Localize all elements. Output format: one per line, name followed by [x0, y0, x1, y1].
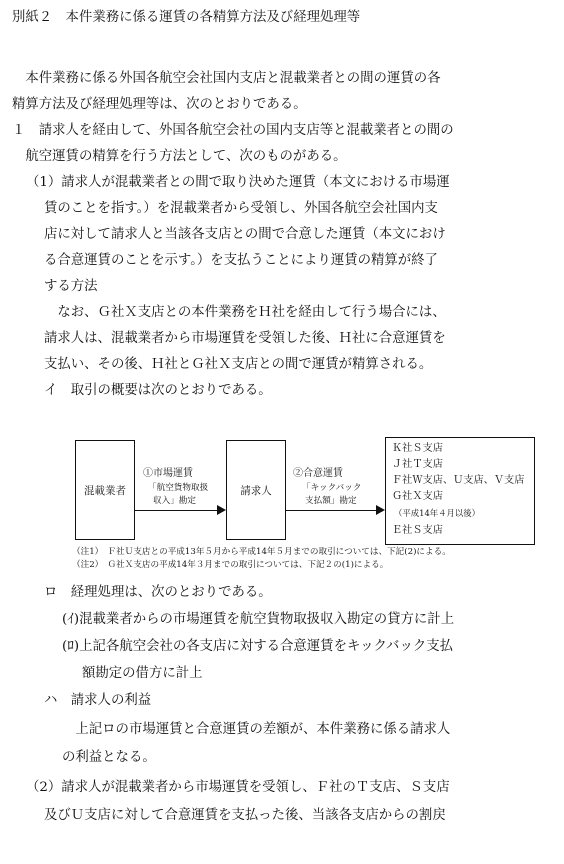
- branch-item: Ｅ社Ｓ支店: [392, 525, 443, 536]
- footnote-1: （注1） Ｆ社Ｕ支店との平成13年５月から平成14年５月までの取引については、下記(2)による。: [72, 547, 451, 557]
- intro-line-1: 本件業務に係る外国各航空会社国内支店と混載業者との間の運賃の各: [12, 71, 441, 86]
- subsection-i-heading: イ 取引の概要は次のとおりである。: [44, 383, 272, 398]
- note-line-2: 請求人は、混載業者から市場運賃を受領した後、Ｈ社に合意運賃を: [44, 331, 446, 346]
- item-1-line-1: （1）請求人が混載業者との間で取り決めた運賃（本文における市場運: [26, 175, 450, 190]
- arrow-2-label: ②合意運賃: [293, 468, 343, 479]
- note-line-1: なお、Ｇ社Ｘ支店との本件業務をＨ社を経由して行う場合には、: [44, 305, 446, 320]
- ro-item-2-line-2: 額勘定の借方に計上: [82, 666, 203, 681]
- arrow-2-sub-2: 支払額」勘定: [305, 496, 357, 506]
- arrow-1-line: [135, 510, 219, 511]
- branch-item-note: （平成14年４月以後）: [394, 508, 481, 518]
- section-1-line-1: １ 請求人を経由して、外国各航空会社の国内支店等と混載業者との間の: [12, 123, 454, 138]
- footnote-2: （注2） Ｇ社Ｘ支店の平成14年３月までの取引については、下記２の(1)による。: [72, 560, 389, 570]
- box-claimant-label: 請求人: [240, 484, 272, 497]
- box-airline-branches: [385, 437, 535, 545]
- ha-line-1: 上記ロの市場運賃と合意運賃の差額が、本件業務に係る請求人: [62, 722, 451, 737]
- item-1-line-5: する方法: [44, 279, 98, 294]
- arrow-2-sub-1: 「キックバック: [302, 483, 362, 493]
- item-1-line-4: る合意運賃のことを示す。）を支払うことにより運賃の精算が終了: [44, 253, 438, 268]
- item-1-line-2: 賃のことを指す。）を混載業者から受領し、外国各航空会社国内支: [44, 201, 438, 216]
- subsection-ro-heading: ロ 経理処理は、次のとおりである。: [44, 585, 272, 600]
- arrow-1-sub-2: 収入」勘定: [153, 496, 196, 506]
- section-1-line-2: 航空運賃の精算を行う方法として、次のものがある。: [12, 149, 347, 164]
- arrow-1-head: [217, 505, 226, 515]
- branch-item: Ｇ社Ｘ支店: [392, 491, 443, 502]
- arrow-2-line: [286, 510, 378, 511]
- ro-item-1: (ｲ)混載業者からの市場運賃を航空貨物取扱収入勘定の貸方に計上: [62, 612, 455, 627]
- item-1-line-3: 店に対して請求人と当該各支店との間で合意した運賃（本文におけ: [44, 227, 446, 242]
- page-header: 別紙２ 本件業務に係る運賃の各精算方法及び経理処理等: [12, 10, 361, 25]
- box-consolidator: [75, 440, 135, 540]
- box-claimant: [226, 440, 286, 540]
- intro-line-2: 精算方法及び経理処理等は、次のとおりである。: [12, 97, 307, 112]
- ha-line-2: の利益となる。: [62, 750, 156, 765]
- box-consolidator-label: 混載業者: [84, 484, 126, 497]
- arrow-1-label: ①市場運賃: [143, 468, 193, 479]
- item-2-line-2: 及びＵ支店に対して合意運賃を支払った後、当該各支店からの割戻: [44, 808, 446, 823]
- branch-item: Ｊ社Ｔ支店: [392, 459, 443, 470]
- subsection-ha-heading: ハ 請求人の利益: [44, 693, 152, 708]
- arrow-2-head: [376, 505, 385, 515]
- arrow-1-sub-1: 「航空貨物取扱: [148, 483, 209, 493]
- branch-item: Ｆ社Ｗ支店、Ｕ支店、Ｖ支店: [392, 475, 525, 486]
- note-line-3: 支払い、その後、Ｈ社とＧ社Ｘ支店との間で運賃が精算される。: [44, 357, 433, 372]
- branch-item: Ｋ社Ｓ支店: [392, 443, 443, 454]
- ro-item-2-line-1: (ﾛ)上記各航空会社の各支店に対する合意運賃をキックバック支払: [62, 639, 454, 654]
- item-2-line-1: （2）請求人が混載業者から市場運賃を受領し、Ｆ社のＴ支店、Ｓ支店: [26, 780, 450, 795]
